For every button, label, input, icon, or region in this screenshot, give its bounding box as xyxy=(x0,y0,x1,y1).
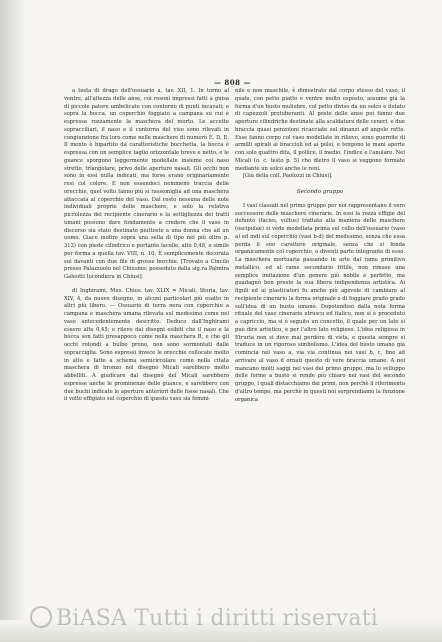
collection-note: [Già della coll. Paolozzi in Chiusi]. xyxy=(243,173,333,180)
page-edge-shadow xyxy=(0,0,26,642)
left-text-column xyxy=(64,88,229,404)
paragraph: a testa di drago dell'ossuario a, tav. XII, 1. In torno al ventre, all'altezza delle anse, coi rosoni impressi fatti a guisa di piccole patere umbelicate con contorno di punti incavati; e sopra la bocca, un coperchio foggiato a campana su cui è espressa rozzamente la maschera del morto. Le accette sopracciliari, il naso e il contorno del viso sono rilevati in congiunzione fra loro come nelle maschere di numero E, D, E. Il mento è bipartito da caratteristiche bocchetta, la bocca è espressa con un semplice taglio orizzontale breve e netto, e le guance sporgono leggermente modellate insieme col naso stretto, triangolare, privo delle aperture nasali. Gli occhi non sono in essi nulla indicati, ma forse erano originariamente resi col colore. E non essendoci nemmeno traccia delle orecchie, quel volto fanno più si rassomiglia ad una maschera attaccata al coperchio del vaso. Dal resto nessuna delle note individuali proprie delle maschere, e solo la relativa piccolezza del recipiente cinerario e la sottigliezza dei tratti umani possono dare fondamento a credere che il vaso in discorso sia stato destinato piuttosto a una donna che ad un uomo. Giace inoltre sopra una sella di tipo nel più oltre p. 312) con piede cilindrico e portante lacelle, alto 0,48, e simile per forma a quella tav. VIII, n. 10. È semplicemente decorata sui davanti con due file di grosse borchie. [Trovato a Cincilo presso Palazzuolo nel Chiusino; posseduto dalla sig.ra Palmira Galeotti Iocondiera in Chiusi]. xyxy=(64,88,229,280)
page-number: — 808 — xyxy=(214,78,251,87)
paragraph: nile e non maschile, è dimostrato dal corpo stesso del vaso, il quale, con petto piatto e ventre molto esposto, assume già la forma d'un busto muliebre, col petto diviso da un solco e dotato di capezzoli protuberanti. Al posto delle anse poi fanno due aperture cilindriche destinate alla scaldatura delle ceneri, e due braccia quasi penzoloni ricacciate sul dinanzi ad angolo retto. Esse fanno corpo col vaso modellate in rilievo, sono guernite di armilli spirali ai braccioli ed ai polsi, e tengono le mani aperte con solo quattro dita, il pollice, il medio, l'indice e l'anulare. Nel Micali (o. c. testo p. 5) che dietro il vaso si veggono formate mediante un solco anche le reni. xyxy=(235,88,405,172)
paragraph: d) Inghirami, Mus. Chius. tav. XLIX = Micali, Storia, tav. XIV, 4, da nuovo disegno, in alcuni particolari più esatto in altri più libero. — Ossuario di terra nera con coperchio a campana e maschera umana rilevata sul medesimo come nel vaso antecedentemente descritto. Deduco dall'Inghirami essere alto 0,45; e rilevo dai disegni esibiti che il naso e la bocca son fatti presappoco come nella maschera B, e che gli occhi rotondi a bulbo prono, non sono sormontati dalle sopracciglia. Sono espressi invece le orecchie collocate molto in alto e fatte a schema semicircolare come nella citata maschera di bronzo nel disegno Micali sarebbero molto abbelliti. A giudicare dal disegno del Micali sarebbero espresse anche le prominenze delle guance, e sarebbero con due buchi indicate le aperture anteriori delle fosse nasali. Che il volto effigiato sul coperchio di questo vaso sia femmi- xyxy=(64,287,229,403)
library-logo-icon xyxy=(30,606,52,628)
watermark-text: BiASA Tutti i diritti riservati xyxy=(56,606,379,631)
section-heading: Secondo gruppo xyxy=(296,189,344,195)
paragraph: I vasi classati nel primo gruppo per noi rappresentano il vero successore delle maschere cinerarie. In essi la rozza effigie del defunto (facies, vultus) trattata alla maniera delle maschere (oscipulae) si vede modellata prima sul collo dell'ossuario (vaso a) ed indi sul coperchio (vasi b-d) del medesimo, senza che essa perda il suo carattere originale, senza che si fonda organicamente col coperchio, o diventi parte integrante di esso. La maschera mortuaria passando in arte dal rame primitivo metallico, ed al rame secondario fittile, non rimase una semplice imitazione d'un genere più nobile e perfetto, ma guadagnò ben presto la sua libera indipendenza artistica. Ai figuli ed ai plasticatori fu anche più agevole di cambiare al recipiente cinerario la forma originale e di foggiare grado grado sull'idea di un busto umano. Dopotendosi dalla nota forma rituale del vaso cinerario etrusco ed italico, non si è proceduto a capriccio, ma si è seguito un concetto, il quale per un lato si può dire artistico, e per l'altro lato religioso. L'idea religiosa in Etruria non si deve mai perdere di vista, e questa sempre si traduce in un rigoroso simbolismo. L'idea del busto umano già comincia nel vaso a, via via continua nei vasi b, c, fino ad arrivare al vaso d ornati questo di vere braccia umane. A noi mancano molti saggi nel vasi del primo gruppo, ma lo sviluppo delle forme a busto si rende più chiaro nei vasi del secondo gruppo, i quali distacchiamo dai primi, non perchè il riferimento d'altro tempo, ma perchè in questi noi sorprendiamo la funzione organica xyxy=(235,202,405,403)
watermark xyxy=(30,606,378,631)
right-text-column xyxy=(235,88,405,404)
